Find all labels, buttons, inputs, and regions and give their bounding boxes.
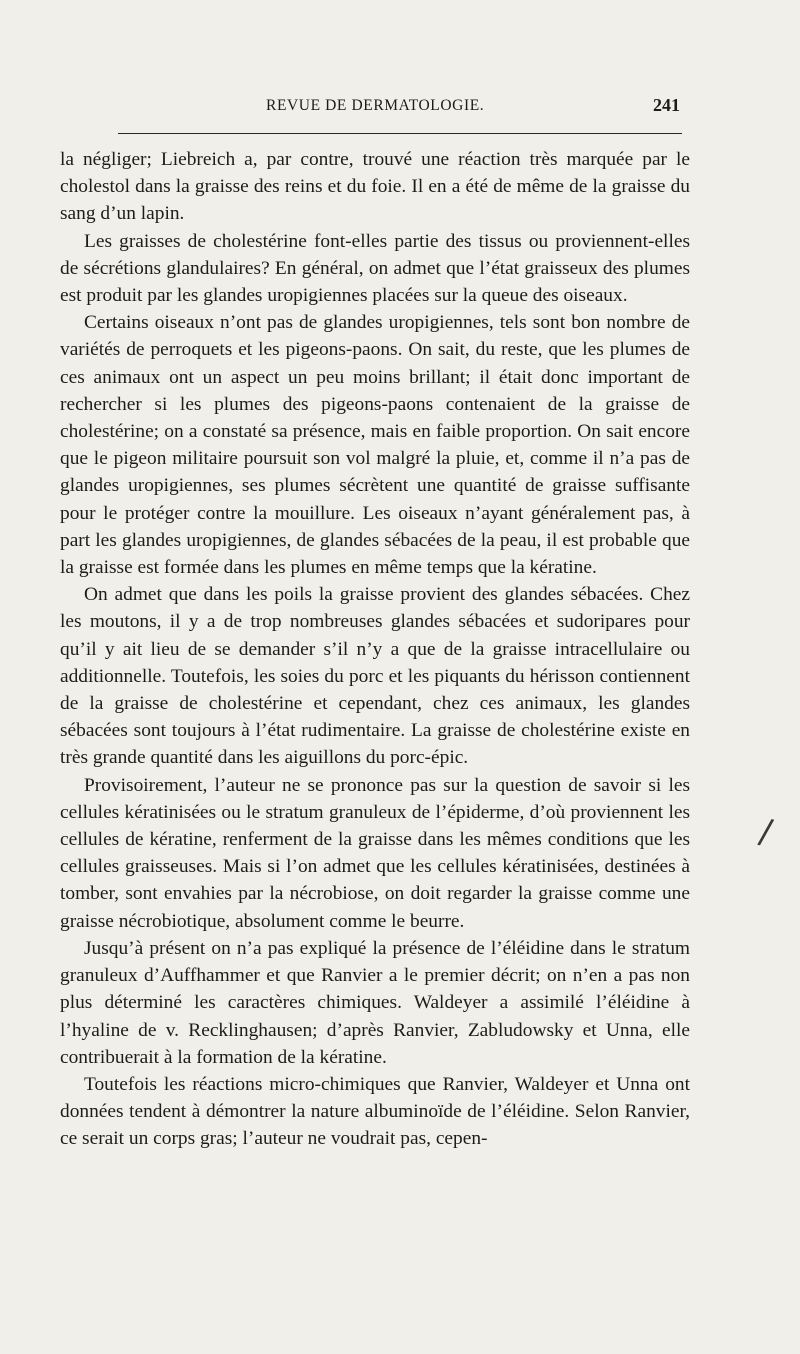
paragraph: la négliger; Liebreich a, par contre, trouvé une réaction très marquée par le cholestol dans la graisse des reins et du foie. Il en a été de même de la graisse du sang d’un lapin. bbox=[60, 149, 690, 225]
paragraph: Les graisses de cholestérine font-elles partie des tissus ou proviennent-elles de sécrétions glandulaires? En général, on admet que l’état graisseux des plumes est produit par les glandes uropigiennes placées sur la queue des oiseaux. bbox=[60, 230, 690, 307]
paragraph: On admet que dans les poils la graisse provient des glandes sébacées. Chez les moutons, il y a de trop nombreuses glandes sébacées et sudoripares pour qu’il y ait lieu de se demander s’il n’y a que de la graisse intracellulaire ou additionnelle. Toutefois, les soies du porc et les piquants du hérisson contiennent de la graisse de cholestérine et cependant, chez ces animaux, les glandes sébacées sont toujours à l’état rudimentaire. La graisse de cholestérine existe en très grande quantité dans les aiguillons du porc-épic. bbox=[60, 584, 690, 769]
paragraph: Certains oiseaux n’ont pas de glandes uropigiennes, tels sont bon nombre de variétés de perroquets et les pigeons-paons. On sait, du reste, que les plumes de ces animaux ont un aspect un peu moins brillant; il était donc important de rechercher si les plumes des pigeons-paons contenaient de la graisse de cholestérine; on a constaté sa présence, mais en faible proportion. On sait encore que le pigeon militaire poursuit son vol malgré la pluie, et, comme il n’a pas de glandes uropigiennes, ses plumes sécrètent une quantité de graisse suffisante pour le protéger contre la mouillure. Les oiseaux n’ayant généralement pas, à part les glandes uropigiennes, de glandes sébacées de la peau, il est probable que la graisse est formée dans les plumes en même temps que la kératine. bbox=[60, 312, 690, 579]
running-title: REVUE DE DERMATOLOGIE. bbox=[266, 97, 485, 114]
page-number: 241 bbox=[653, 95, 680, 115]
header-rule bbox=[118, 133, 682, 134]
paragraph: Provisoirement, l’auteur ne se prononce pas sur la question de savoir si les cellules kératinisées ou le stratum granuleux de l’épiderme, d’où proviennent les cellules de kératine, renferment de la graisse dans les mêmes conditions que les cellules graisseuses. Mais si l’on admet que les cellules kératinisées, destinées à tomber, sont envahies par la nécrobiose, on doit regarder la graisse comme une graisse nécrobiotique, absolument comme le beurre. bbox=[60, 774, 690, 932]
body-text bbox=[60, 146, 690, 1153]
page-header bbox=[60, 97, 682, 123]
paragraph: Jusqu’à présent on n’a pas expliqué la présence de l’éléidine dans le stratum granuleux d’Auffhammer et que Ranvier a le premier décrit; on n’en a pas non plus déterminé les caractères chimiques. Waldeyer a assimilé l’éléidine à l’hyaline de v. Recklinghausen; d’après Ranvier, Zabludowsky et Unna, elle contribuerait à la formation de la kératine. bbox=[60, 937, 690, 1068]
margin-annotation: / bbox=[755, 811, 776, 853]
paragraph: Toutefois les réactions micro-chimiques que Ranvier, Waldeyer et Unna ont données tendent à démontrer la nature albuminoïde de l’éléidine. Selon Ranvier, ce serait un corps gras; l’auteur ne voudrait pas, cepen- bbox=[60, 1073, 690, 1150]
